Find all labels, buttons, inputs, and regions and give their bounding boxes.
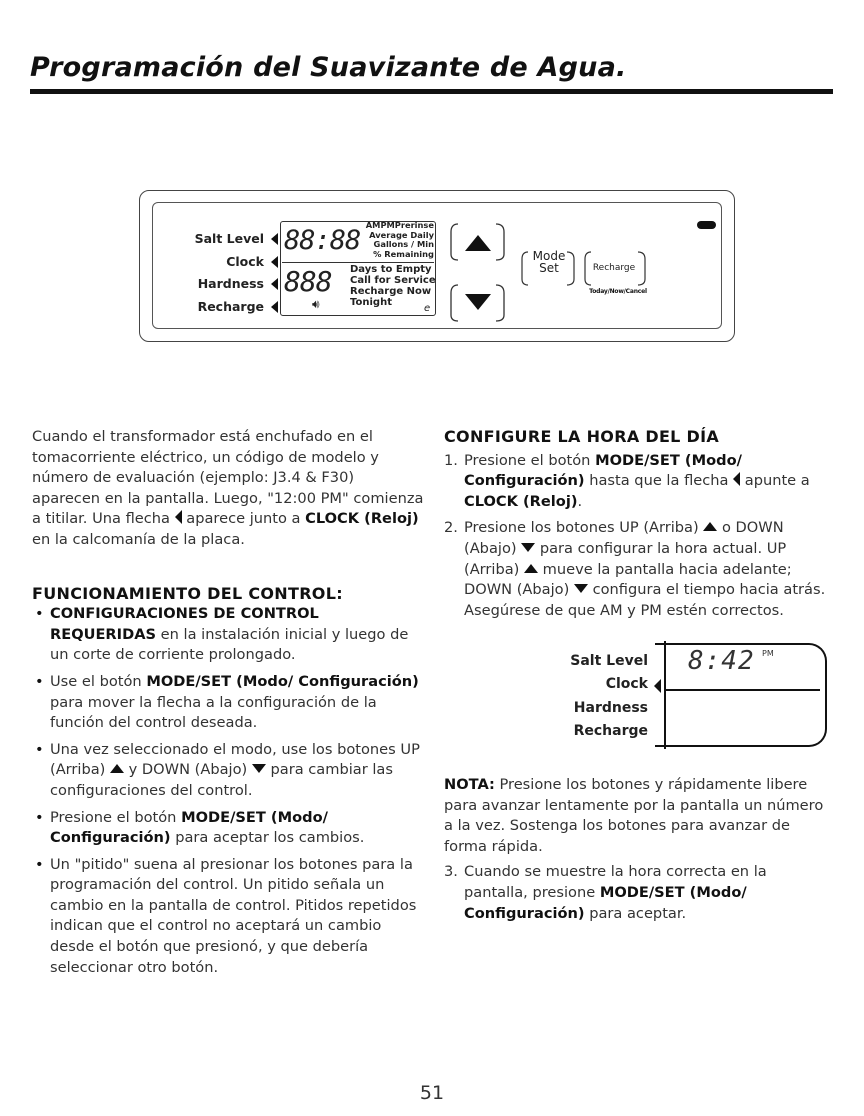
up-arrow-icon (110, 764, 124, 773)
bullet4-text-2: para aceptar los cambios. (175, 829, 365, 847)
step-2-number: 2. (444, 519, 458, 537)
mode-set-button[interactable] (527, 250, 571, 290)
intro-text-3: en la calcomanía de la placa. (32, 530, 245, 548)
lcd-divider (282, 262, 434, 263)
step3-text-1: Cuando se muestre la hora correcta en la pantalla, presione (464, 863, 767, 901)
indicator-days-to-empty: Days to Empty (350, 264, 432, 275)
down-arrow-icon (521, 543, 535, 552)
mode-label: Mode (532, 249, 566, 263)
indicator-ampm-prerinse: AMPMPrerinse (365, 220, 434, 230)
note-label: NOTA: (444, 776, 495, 793)
bullet2-text-2: para mover la flecha a la configuración de la función del control deseada. (50, 693, 377, 732)
indicator-remaining: % Remaining (373, 248, 434, 259)
status-led (697, 221, 716, 229)
set-time-heading: CONFIGURE LA HORA DEL DÍA (444, 427, 720, 446)
right-column-lower (444, 775, 832, 924)
page-number: 51 (419, 1082, 445, 1104)
bullet-mode-set (32, 672, 424, 734)
bullet1-text: en la instalación inicial y luego de un corte de corriente prolongado. (50, 625, 409, 664)
right-column (444, 427, 832, 621)
lcd-indicators-top (348, 221, 434, 259)
bullet2-bold: MODE/SET (Modo/ Configuración) (146, 672, 419, 690)
down-button[interactable] (448, 281, 508, 325)
step3-text-2: para aceptar. (589, 904, 687, 922)
mini-display-edge (664, 641, 666, 749)
note-text: Presione los botones y rápidamente libere para avanzar lentamente por la pantalla un número a la vez. Sostenga los botones para avanzar de forma rápida. (444, 776, 824, 855)
mini-label-clock: Clock (605, 676, 648, 693)
bullet-accept (32, 808, 424, 849)
mini-display-time: 8:42 (688, 646, 755, 676)
speaker-icon: 🔊︎ (312, 297, 320, 311)
step1-bold: MODE/SET (Modo/ Configuración) (464, 451, 742, 490)
mini-display-pm: PM (762, 649, 774, 658)
lcd-digits-time: 88:88 (284, 225, 361, 256)
page-title: Programación del Suavizante de Agua. (30, 52, 627, 83)
pointer-arrow-icon (271, 301, 278, 313)
note-paragraph (444, 775, 832, 857)
step3-bold: MODE/SET (Modo/ Configuración) (464, 883, 747, 922)
bullet4-text-1: Presione el botón (50, 808, 177, 826)
panel-label-clock: Clock (226, 253, 264, 269)
set-label: Set (539, 261, 559, 275)
up-button[interactable] (448, 220, 508, 264)
step2-text-4: mueve la pantalla hacia adelante; DOWN (Abajo) (464, 560, 792, 599)
recharge-button[interactable]: Recharge (592, 263, 636, 273)
pointer-arrow-icon (654, 679, 661, 693)
left-column (32, 427, 424, 984)
bullet2-text-1: Use el botón (50, 672, 142, 690)
mini-display-divider (666, 689, 820, 691)
indicator-call-for-service: Call for Service (350, 275, 436, 286)
step2-text-2: o DOWN (Abajo) (464, 519, 784, 557)
panel-label-hardness: Hardness (197, 276, 264, 291)
pointer-arrow-icon (271, 278, 278, 290)
mini-label-salt-level: Salt Level (570, 653, 648, 669)
mini-pointer (654, 678, 661, 697)
step-1-number: 1. (444, 451, 458, 469)
control-bullets (32, 604, 424, 978)
pointer-arrow-icon (271, 233, 278, 245)
pointer-arrow-icon (271, 256, 278, 268)
step-3-number: 3. (444, 863, 458, 881)
step1-period: . (577, 492, 583, 510)
lcd-e-symbol: e (424, 303, 431, 314)
up-arrow-icon (524, 564, 538, 573)
panel-label-recharge: Recharge (197, 298, 264, 314)
intro-paragraph (32, 427, 424, 551)
up-arrow-icon (703, 522, 717, 531)
title-divider (30, 89, 833, 94)
intro-clock-bold: CLOCK (Reloj) (305, 510, 419, 528)
bullet3-text-3: para cambiar las configuraciones del control. (50, 761, 393, 799)
arrow-left-icon (733, 472, 740, 486)
steps-list (444, 451, 832, 622)
step1-text-3: apunte a (744, 472, 810, 490)
indicator-average-daily: Average Daily (369, 229, 434, 240)
bullet3-text-1: Una vez seleccionado el modo, use los botones UP (Arriba) (50, 740, 420, 779)
lcd-indicators-bottom (350, 264, 436, 308)
step2-text-3: para configurar la hora actual. UP (Arriba) (464, 539, 787, 578)
down-arrow-icon (574, 584, 588, 593)
down-arrow-icon (252, 764, 266, 773)
panel-labels (190, 228, 264, 318)
indicator-recharge-now: Recharge Now (350, 286, 432, 297)
bullet-up-down (32, 740, 424, 802)
indicator-tonight: Tonight (350, 297, 392, 308)
step-1 (444, 451, 832, 513)
steps-list-continued (444, 862, 832, 924)
recharge-sub-label: Today/Now/Cancel (589, 288, 647, 295)
step1-text-2: hasta que la flecha (589, 472, 729, 490)
lcd-digits-value: 888 (284, 265, 332, 298)
step-3 (444, 862, 832, 924)
bullet1-bold: CONFIGURACIONES DE CONTROL REQUERIDAS (50, 605, 319, 643)
indicator-gallons-min: Gallons / Min (373, 239, 434, 249)
step1-text-1: Presione el botón (464, 451, 591, 469)
step2-text-5: configura el tiempo hacia atrás. Asegúrese de que AM y PM estén correctos. (464, 581, 826, 619)
panel-label-salt-level: Salt Level (194, 231, 264, 246)
intro-text-2: aparece junto a (186, 510, 301, 528)
bullet-beep (32, 855, 424, 979)
arrow-left-icon (175, 510, 182, 524)
bullet4-bold: MODE/SET (Modo/ Configuración) (50, 808, 328, 847)
intro-text-1: Cuando el transformador está enchufado en el tomacorriente eléctrico, un código de modelo y número de evaluación (ejemplo: J3.4 & F30) aparecen en la pantalla. Luego, "12:00 PM" comienza a titilar. Una flecha (32, 428, 424, 528)
step-2 (444, 518, 832, 621)
step1-clock-bold: CLOCK (Reloj) (464, 492, 578, 510)
bullet5-text: Un "pitido" suena al presionar los botones para la programación del control. Un pitido señala un cambio en la pantalla de control. Pitidos repetidos indican que el control no aceptará un cambio desde el botón que presionó, y que debería seleccionar otro botón. (50, 855, 417, 976)
mini-panel-labels (560, 650, 648, 743)
step2-text-1: Presione los botones UP (Arriba) (464, 519, 699, 537)
control-operation-heading: FUNCIONAMIENTO DEL CONTROL: (32, 583, 343, 603)
mini-label-hardness: Hardness (573, 699, 648, 716)
mini-label-recharge: Recharge (573, 722, 648, 739)
bullet3-text-2: y DOWN (Abajo) (128, 761, 248, 779)
bullet-required-settings (32, 604, 424, 666)
